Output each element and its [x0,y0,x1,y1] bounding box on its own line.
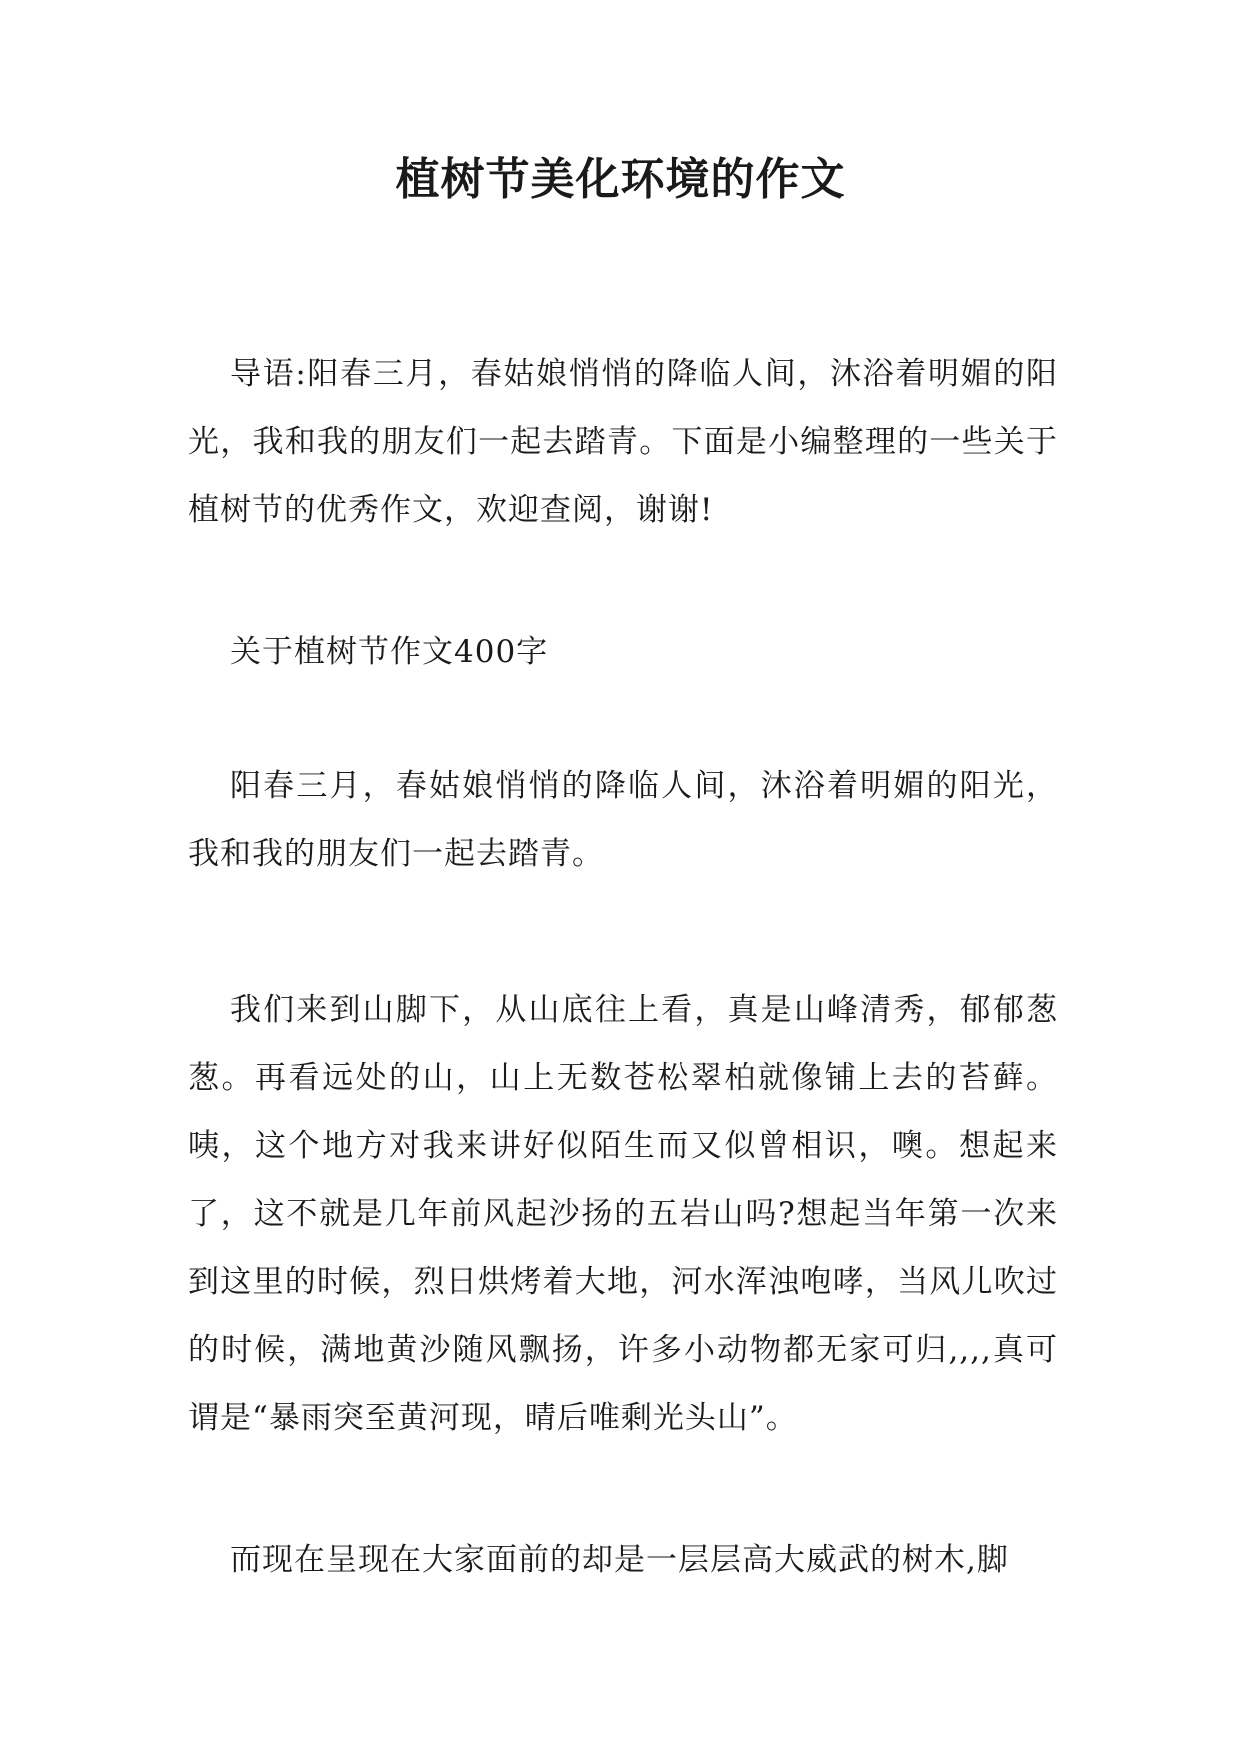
body-paragraph: 我们来到山脚下，从山底往上看，真是山峰清秀，郁郁葱葱。再看远处的山，山上无数苍松翠柏就像铺上去的苔藓。咦，这个地方对我来讲好似陌生而又似曾相识，噢。想起来了，这不就是几年前风起沙扬的五岩山吗?想起当年第一次来到这里的时候，烈日烘烤着大地，河水浑浊咆哮，当风儿吹过的时候，满地黄沙随风飘扬，许多小动物都无家可归,,,,真可谓是“暴雨突至黄河现，晴后唯剩光头山”。 [188,992,1058,1436]
section-heading: 关于植树节作文400字 [230,634,549,670]
body-paragraph: 阳春三月，春姑娘悄悄的降临人间，沐浴着明媚的阳光，我和我的朋友们一起去踏青。 [188,768,1058,872]
document-title: 植树节美化环境的作文 [395,154,846,205]
intro-paragraph: 导语:阳春三月，春姑娘悄悄的降临人间，沐浴着明媚的阳光，我和我的朋友们一起去踏青。下面是小编整理的一些关于植树节的优秀作文，欢迎查阅，谢谢! [188,356,1058,528]
body-paragraph: 而现在呈现在大家面前的却是一层层高大威武的树木,脚 [230,1542,1009,1578]
